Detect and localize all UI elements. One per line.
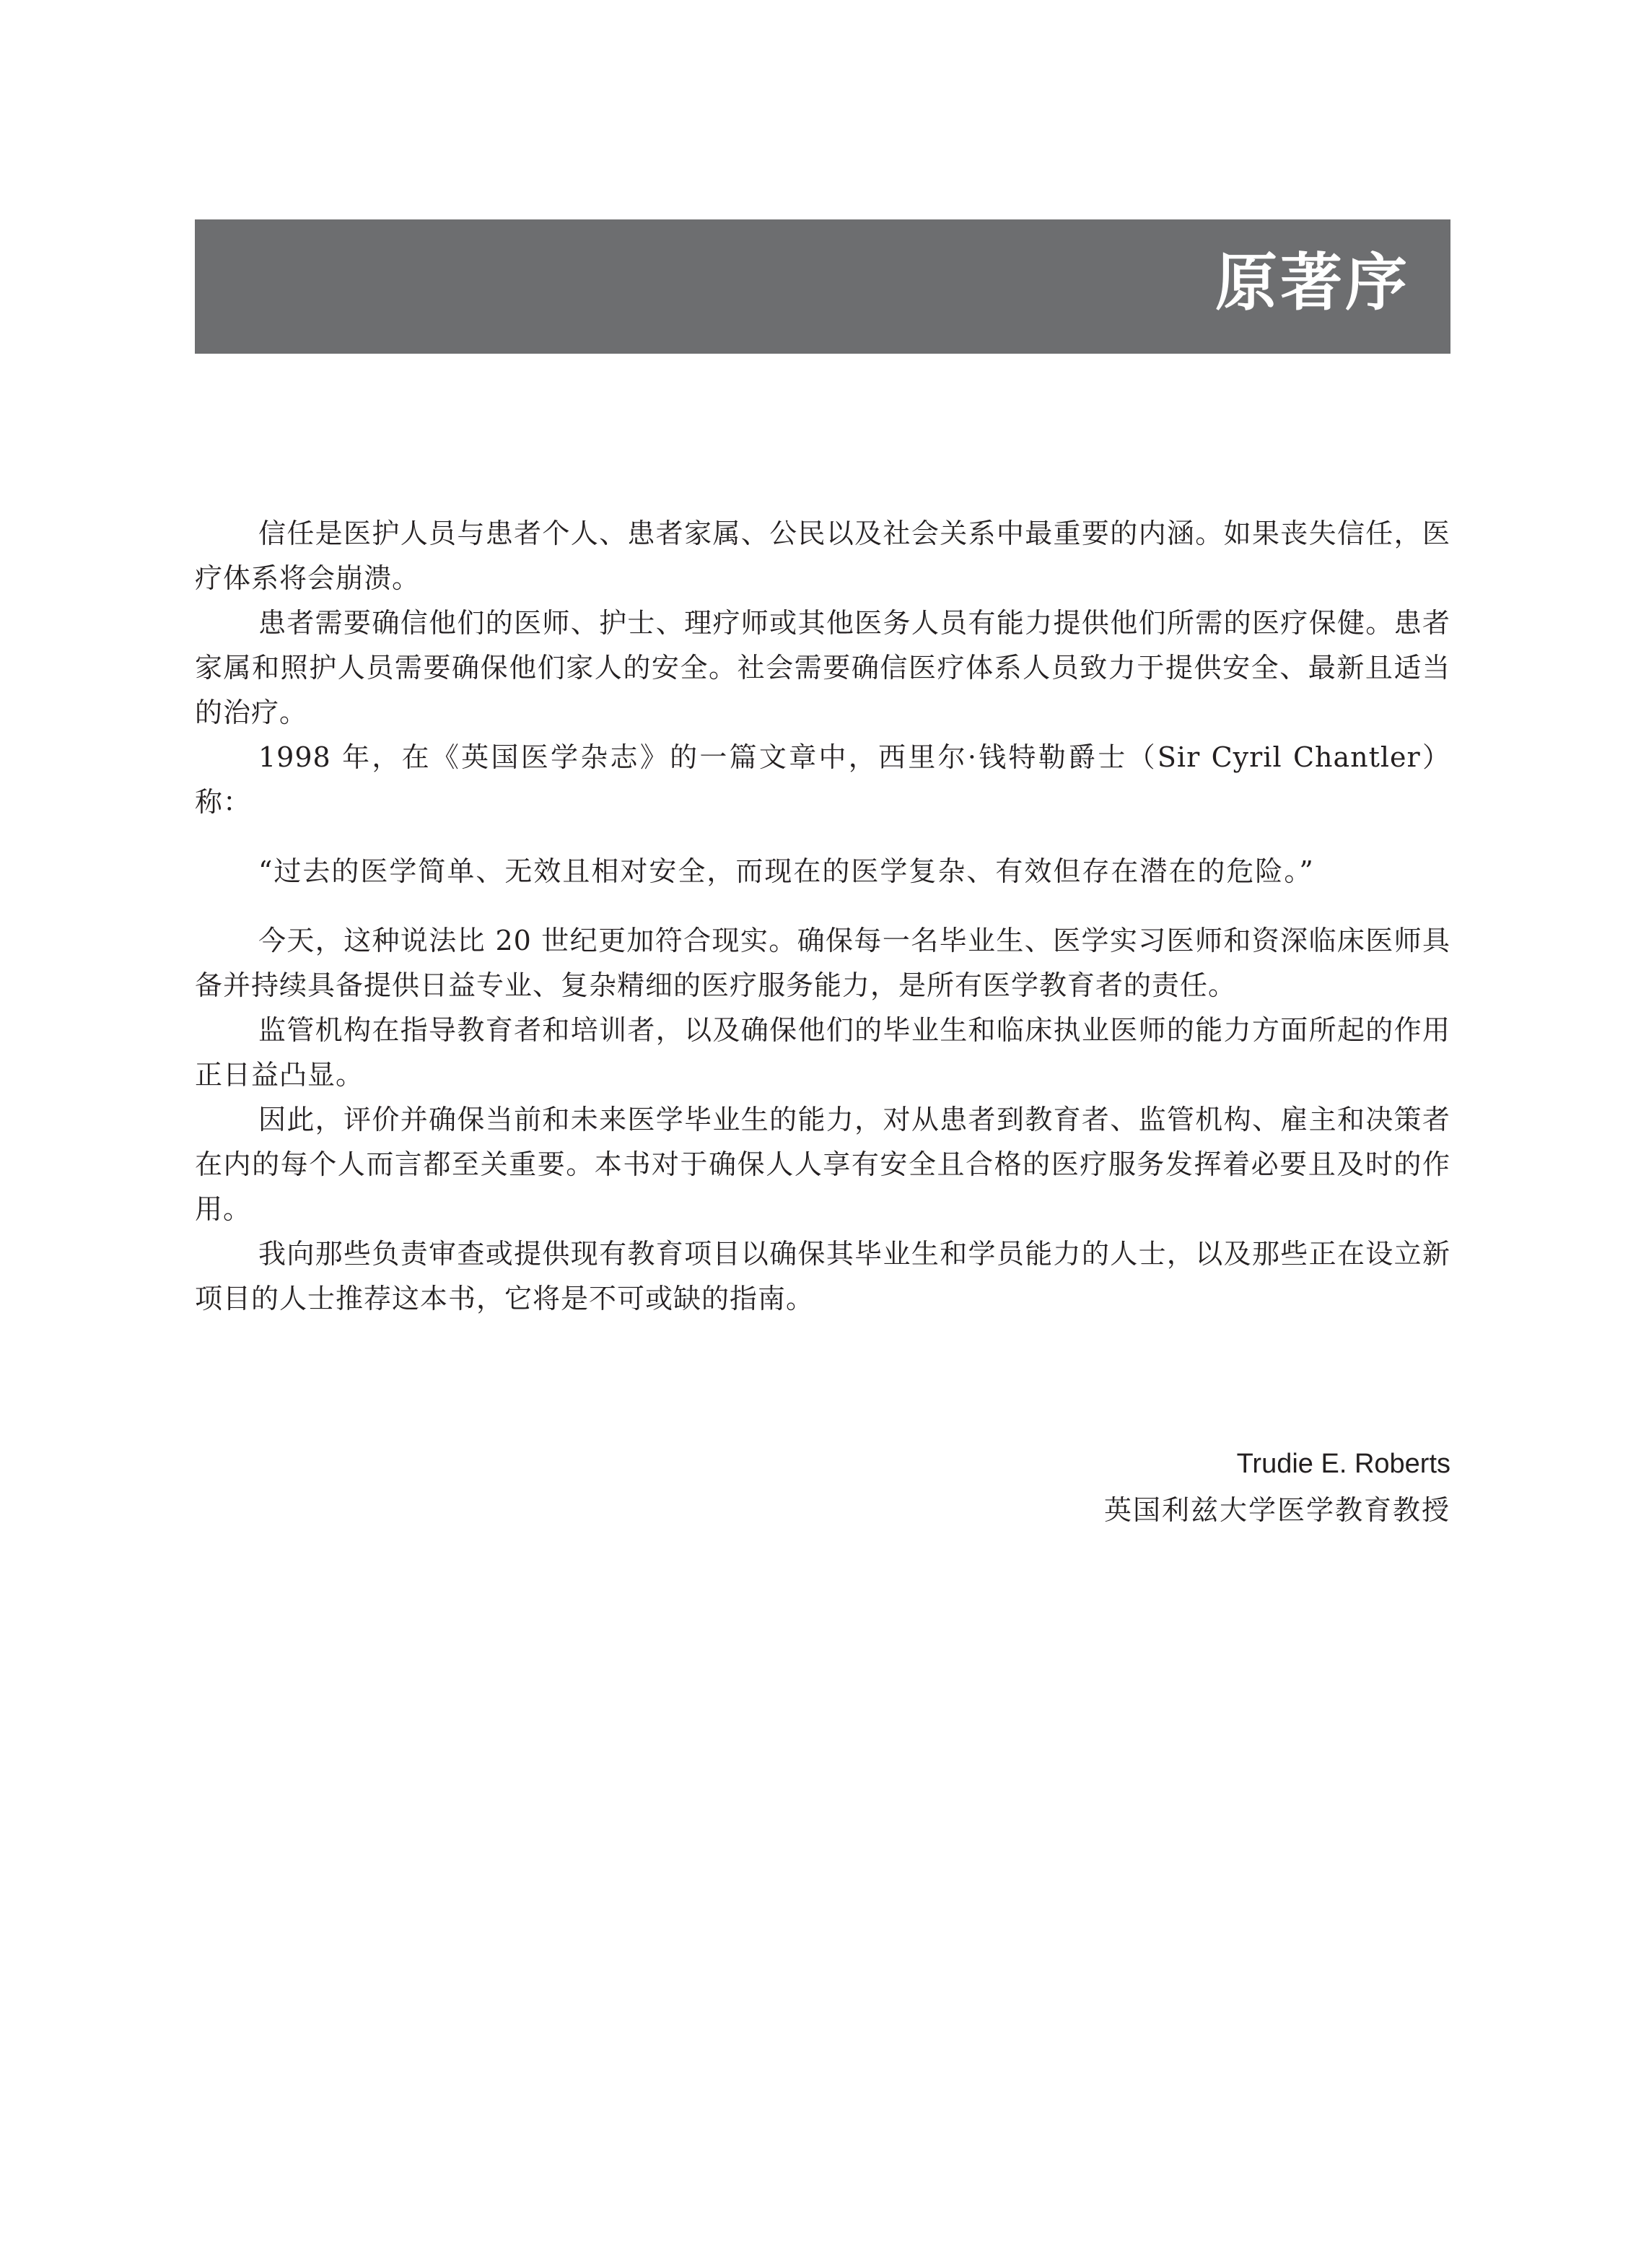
paragraph-5: 监管机构在指导教育者和培训者，以及确保他们的毕业生和临床执业医师的能力方面所起的作用正日益凸显。 xyxy=(195,1014,1450,1091)
paragraph-7: 我向那些负责审查或提供现有教育项目以确保其毕业生和学员能力的人士，以及那些正在设立新项目的人士推荐这本书，它将是不可或缺的指南。 xyxy=(195,1238,1450,1314)
paragraph-1: 信任是医护人员与患者个人、患者家属、公民以及社会关系中最重要的内涵。如果丧失信任，医疗体系将会崩溃。 xyxy=(195,518,1450,594)
title-bar xyxy=(195,219,1450,354)
page-title: 原著序 xyxy=(1215,247,1410,319)
foreword-body xyxy=(195,511,1450,1321)
paragraph-4: 今天，这种说法比 20 世纪更加符合现实。确保每一名毕业生、医学实习医师和资深临床医师具备并持续具备提供日益专业、复杂精细的医疗服务能力，是所有医学教育者的责任。 xyxy=(195,925,1450,1001)
paragraph-2: 患者需要确信他们的医师、护士、理疗师或其他医务人员有能力提供他们所需的医疗保健。患者家属和照护人员需要确保他们家人的安全。社会需要确信医疗体系人员致力于提供安全、最新且适当的治疗。 xyxy=(195,607,1450,728)
paragraph-6: 因此，评价并确保当前和未来医学毕业生的能力，对从患者到教育者、监管机构、雇主和决策者在内的每个人而言都至关重要。本书对于确保人人享有安全且合格的医疗服务发挥着必要且及时的作用。 xyxy=(195,1104,1450,1225)
paragraph-3: 1998 年，在《英国医学杂志》的一篇文章中，西里尔·钱特勒爵士（Sir Cyril Chantler）称： xyxy=(195,741,1450,818)
signature-title: 英国利兹大学医学教育教授 xyxy=(1103,1494,1450,1526)
signature-name: Trudie E. Roberts xyxy=(1236,1449,1450,1479)
quotation: “过去的医学简单、无效且相对安全，而现在的医学复杂、有效但存在潜在的危险。” xyxy=(258,855,1315,887)
